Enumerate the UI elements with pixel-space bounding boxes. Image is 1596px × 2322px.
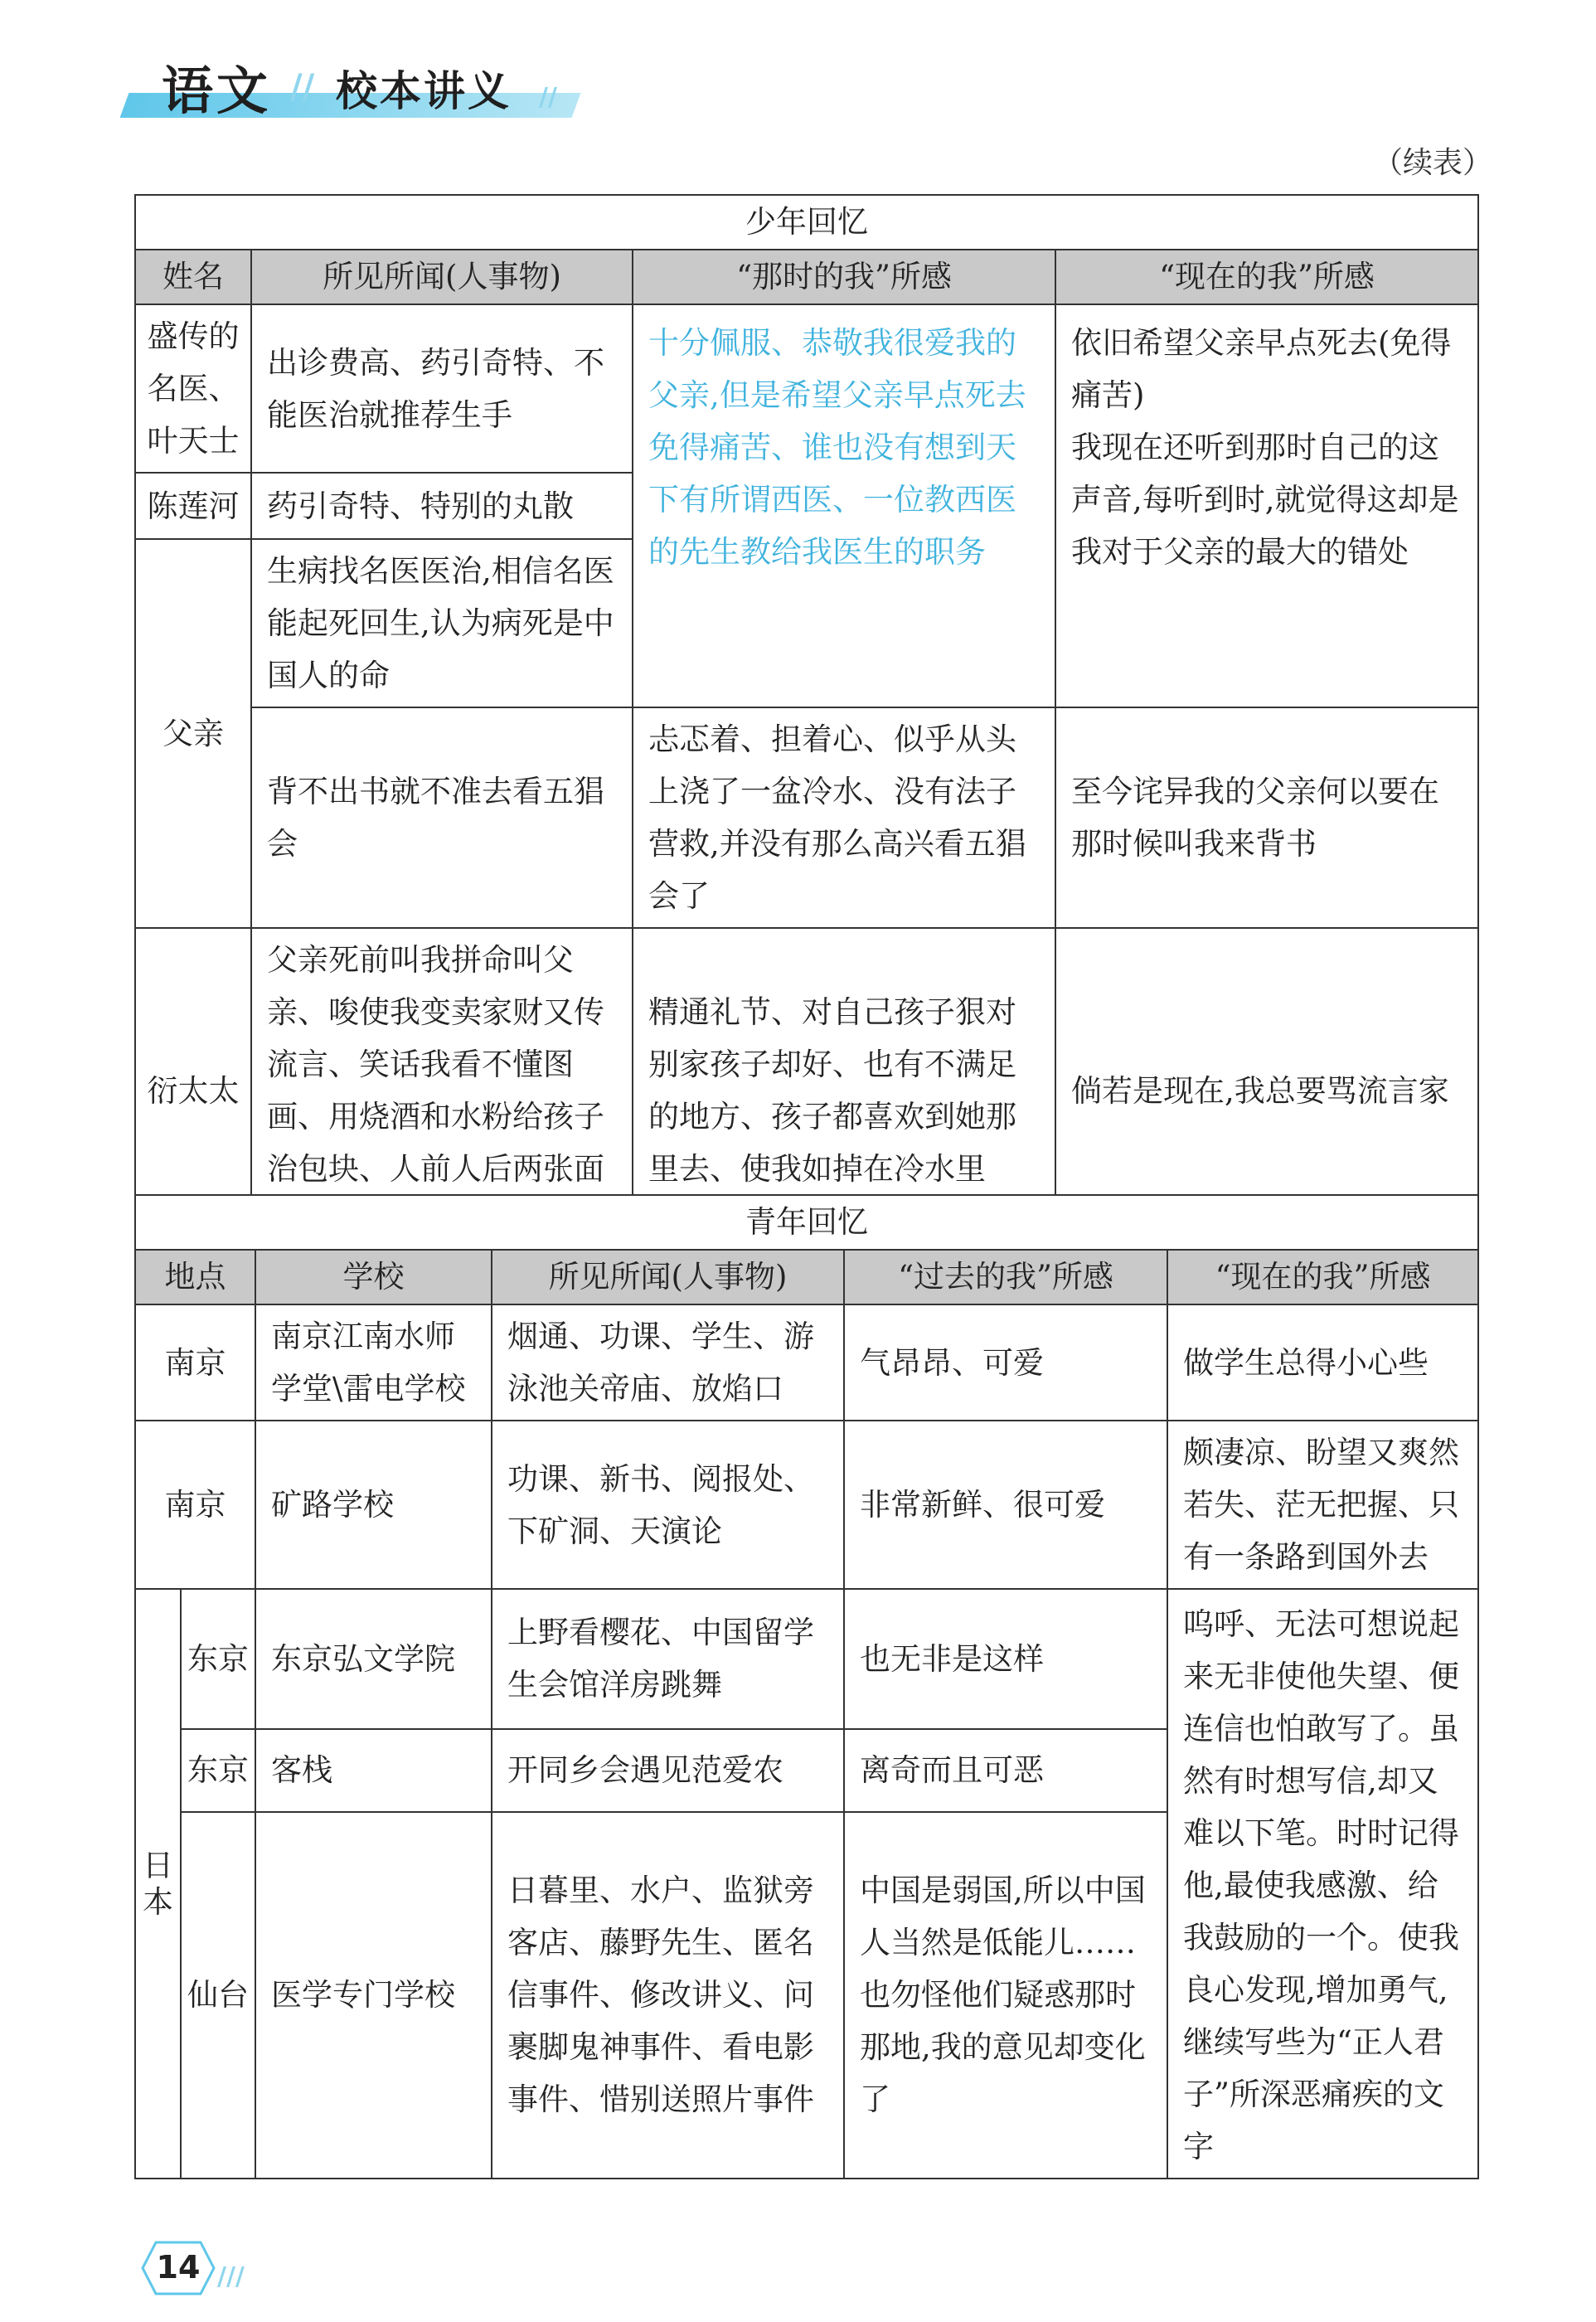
seen-cell: 药引奇特、特别的丸散: [251, 473, 633, 539]
then-feeling-cell: 气昂昂、可爱: [844, 1304, 1167, 1421]
column-header: 学校: [255, 1250, 492, 1304]
name-cell: 陈莲河: [135, 473, 251, 539]
seen-cell: 烟通、功课、学生、游泳池关帝庙、放焰口: [492, 1304, 844, 1421]
country-cell: [135, 1589, 181, 2179]
column-header: “现在的我”所感: [1055, 250, 1478, 304]
column-header: “现在的我”所感: [1167, 1250, 1478, 1304]
column-header: 所见所闻(人事物): [492, 1250, 844, 1304]
page-number-badge: [141, 2239, 216, 2297]
page-header: [124, 50, 589, 124]
then-feeling-cell: 也无非是这样: [844, 1589, 1167, 1729]
name-cell: 父亲: [135, 539, 251, 928]
country-label: 日本: [143, 1847, 173, 1920]
now-feeling-cell: 依旧希望父亲早点死去(免得痛苦) 我现在还听到那时自己的这声音,每听到时,就觉得这却是我对于父亲的最大的错处: [1055, 304, 1478, 707]
school-cell: 南京江南水师学堂\雷电学校: [255, 1304, 492, 1421]
school-cell: 医学专门学校: [255, 1812, 492, 2179]
name-cell: 衍太太: [135, 928, 251, 1253]
now-feeling-cell: 做学生总得小心些: [1167, 1304, 1478, 1421]
now-feeling-cell: 倘若是现在,我总要骂流言家: [1055, 928, 1478, 1253]
now-feeling-cell: 至今诧异我的父亲何以要在那时候叫我来背书: [1055, 707, 1478, 928]
column-header: 姓名: [135, 250, 251, 304]
section-title: 少年回忆: [135, 195, 1478, 250]
school-cell: 东京弘文学院: [255, 1589, 492, 1729]
place-cell: 南京: [135, 1421, 255, 1589]
now-feeling-cell: 呜呼、无法可想说起来无非使他失望、便连信也怕敢写了。虽然有时想写信,却又难以下笔。时时记得他,最使我感激、给我鼓励的一个。使我良心发现,增加勇气,继续写些为“正人君子”所深恶痛疾的文字: [1167, 1589, 1478, 2179]
seen-cell: 背不出书就不准去看五猖会: [251, 707, 633, 928]
place-cell: 东京: [181, 1729, 255, 1812]
column-header: 所见所闻(人事物): [251, 250, 633, 304]
column-header: “过去的我”所感: [844, 1250, 1167, 1304]
then-feeling-cell: 非常新鲜、很可爱: [844, 1421, 1167, 1589]
school-cell: 客栈: [255, 1729, 492, 1812]
page-number: 14: [156, 2249, 201, 2286]
seen-cell: 开同乡会遇见范爱农: [492, 1729, 844, 1812]
subject-label: 语文: [162, 61, 272, 121]
adult-memories-table: [134, 1194, 1479, 2179]
then-feeling-cell: 精通礼节、对自己孩子狠对别家孩子却好、也有不满足的地方、孩子都喜欢到她那里去、使我如掉在冷水里: [633, 928, 1055, 1253]
slash-decoration-icon: //: [290, 68, 315, 106]
name-cell: 盛传的名医、叶天士: [135, 304, 251, 473]
slash-decoration-icon: //: [539, 83, 557, 112]
youth-memories-table: [134, 194, 1479, 1254]
then-feeling-cell: 离奇而且可恶: [844, 1729, 1167, 1812]
then-feeling-cell: 忐忑着、担着心、似乎从头上浇了一盆冷水、没有法子营救,并没有那么高兴看五猖会了: [633, 707, 1055, 928]
place-cell: 仙台: [181, 1812, 255, 2179]
section-title: 青年回忆: [135, 1195, 1478, 1250]
seen-cell: 父亲死前叫我拼命叫父亲、唆使我变卖家财又传流言、笑话我看不懂图画、用烧酒和水粉给孩子治包块、人前人后两张面: [251, 928, 633, 1253]
seen-cell: 日暮里、水户、监狱旁客店、藤野先生、匿名信事件、修改讲义、问裹脚鬼神事件、看电影事件、惜别送照片事件: [492, 1812, 844, 2179]
slash-decoration-icon: ///: [217, 2262, 245, 2291]
continued-label: （续表）: [1372, 146, 1492, 180]
column-header: 地点: [135, 1250, 255, 1304]
seen-cell: 生病找名医医治,相信名医能起死回生,认为病死是中国人的命: [251, 539, 633, 707]
seen-cell: 上野看樱花、中国留学生会馆洋房跳舞: [492, 1589, 844, 1729]
seen-cell: 出诊费高、药引奇特、不能医治就推荐生手: [251, 304, 633, 473]
now-feeling-cell: 颇凄凉、盼望又爽然若失、茫无把握、只有一条路到国外去: [1167, 1421, 1478, 1589]
then-feeling-cell: 十分佩服、恭敬我很爱我的父亲,但是希望父亲早点死去免得痛苦、谁也没有想到天下有所谓西医、一位教西医的先生教给我医生的职务: [633, 304, 1055, 707]
seen-cell: 功课、新书、阅报处、下矿洞、天演论: [492, 1421, 844, 1589]
school-cell: 矿路学校: [255, 1421, 492, 1589]
then-feeling-cell: 中国是弱国,所以中国人当然是低能儿……也勿怪他们疑惑那时那地,我的意见却变化了: [844, 1812, 1167, 2179]
lecture-title: 校本讲义: [336, 67, 512, 115]
place-cell: 东京: [181, 1589, 255, 1729]
place-cell: 南京: [135, 1304, 255, 1421]
column-header: “那时的我”所感: [633, 250, 1055, 304]
